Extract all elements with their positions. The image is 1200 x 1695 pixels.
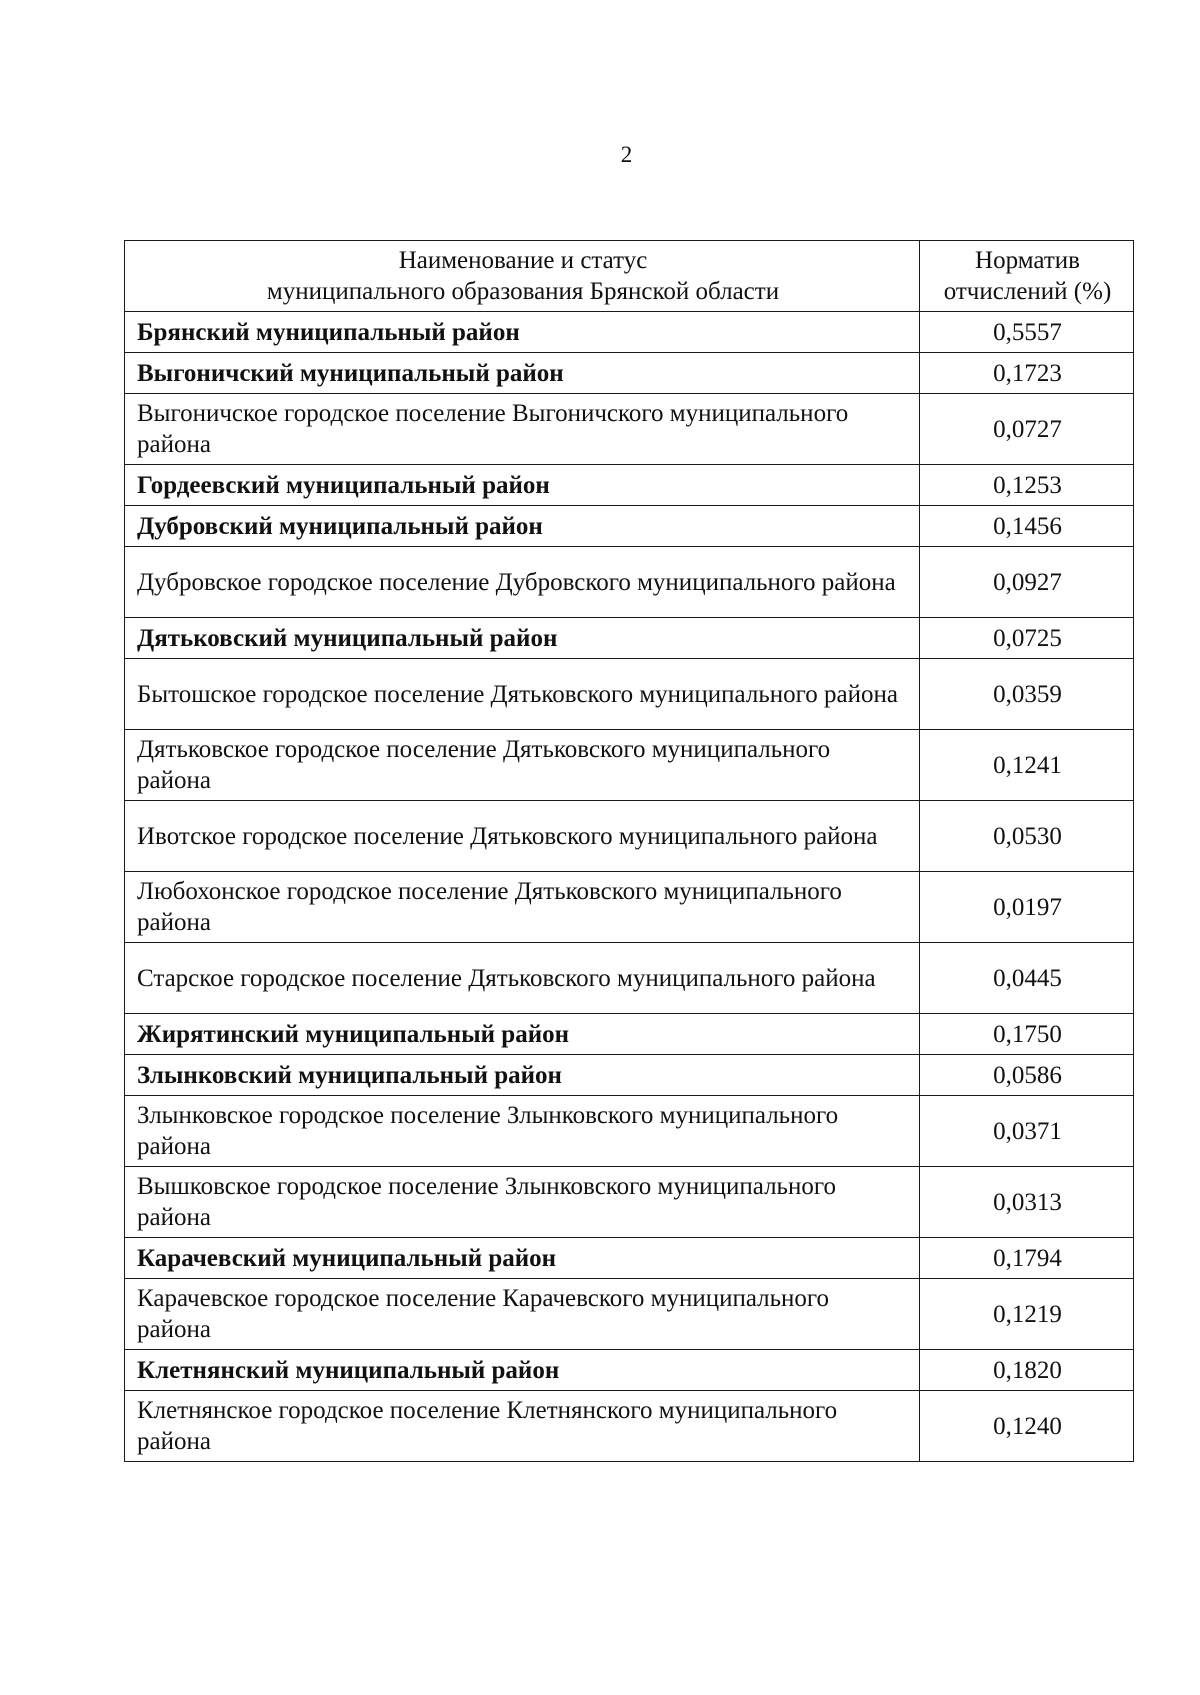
municipality-name-cell: Злынковский муниципальный район [125, 1055, 920, 1096]
deduction-norm-cell: 0,1750 [920, 1014, 1134, 1055]
settlement-row [125, 872, 1134, 943]
municipality-name-cell: Гордеевский муниципальный район [125, 465, 920, 506]
municipality-name-cell: Клетнянский муниципальный район [125, 1350, 920, 1391]
deduction-norm-cell: 0,1820 [920, 1350, 1134, 1391]
settlement-row [125, 659, 1134, 730]
municipality-name-cell: Старское городское поселение Дятьковского муниципального района [125, 943, 920, 1014]
settlement-row [125, 1279, 1134, 1350]
district-row [125, 312, 1134, 353]
municipality-name-cell: Злынковское городское поселение Злынковского муниципального района [125, 1096, 920, 1167]
settlement-row [125, 547, 1134, 618]
district-row [125, 1014, 1134, 1055]
deduction-norm-cell: 0,1241 [920, 730, 1134, 801]
settlement-row [125, 801, 1134, 872]
header-norm-line1: Норматив [975, 247, 1080, 274]
page-number: 2 [620, 142, 633, 167]
deduction-norm-cell: 0,1456 [920, 506, 1134, 547]
district-row [125, 1238, 1134, 1279]
municipality-name-cell: Дубровский муниципальный район [125, 506, 920, 547]
municipality-name-cell: Ивотское городское поселение Дятьковского муниципального района [125, 801, 920, 872]
table-body [125, 312, 1134, 1462]
municipality-name-cell: Дубровское городское поселение Дубровского муниципального района [125, 547, 920, 618]
header-name-line1: Наименование и статус [398, 247, 648, 274]
table-header [125, 241, 1134, 312]
municipality-name-cell: Вышковское городское поселение Злынковского муниципального района [125, 1167, 920, 1238]
deduction-norm-cell: 0,1240 [920, 1391, 1134, 1462]
deduction-norm-cell: 0,0359 [920, 659, 1134, 730]
municipality-name-cell: Карачевское городское поселение Карачевского муниципального района [125, 1279, 920, 1350]
settlement-row [125, 943, 1134, 1014]
header-norm-line2: отчислений (%) [943, 278, 1112, 305]
deduction-norm-cell: 0,0530 [920, 801, 1134, 872]
settlement-row [125, 394, 1134, 465]
deduction-norm-cell: 0,0197 [920, 872, 1134, 943]
deduction-norm-cell: 0,1219 [920, 1279, 1134, 1350]
municipality-name-cell: Бытошское городское поселение Дятьковского муниципального района [125, 659, 920, 730]
deduction-norm-cell: 0,1253 [920, 465, 1134, 506]
district-row [125, 465, 1134, 506]
deduction-norm-cell: 0,5557 [920, 312, 1134, 353]
header-municipality-name [125, 241, 920, 312]
municipality-name-cell: Брянский муниципальный район [125, 312, 920, 353]
municipality-name-cell: Любохонское городское поселение Дятьковского муниципального района [125, 872, 920, 943]
municipality-name-cell: Дятьковский муниципальный район [125, 618, 920, 659]
district-row [125, 1055, 1134, 1096]
municipality-name-cell: Выгоничское городское поселение Выгоничского муниципального района [125, 394, 920, 465]
settlement-row [125, 1391, 1134, 1462]
deduction-norm-cell: 0,1794 [920, 1238, 1134, 1279]
deduction-norm-cell: 0,0313 [920, 1167, 1134, 1238]
municipality-name-cell: Клетнянское городское поселение Клетнянского муниципального района [125, 1391, 920, 1462]
deduction-norm-cell: 0,0927 [920, 547, 1134, 618]
deduction-norm-cell: 0,0586 [920, 1055, 1134, 1096]
district-row [125, 506, 1134, 547]
deduction-norm-cell: 0,0445 [920, 943, 1134, 1014]
district-row [125, 1350, 1134, 1391]
settlement-row [125, 730, 1134, 801]
deduction-norm-cell: 0,0371 [920, 1096, 1134, 1167]
header-row [125, 241, 1134, 312]
deduction-norm-cell: 0,1723 [920, 353, 1134, 394]
deduction-norm-cell: 0,0727 [920, 394, 1134, 465]
district-row [125, 618, 1134, 659]
header-name-line2: муниципального образования Брянской области [266, 278, 780, 305]
settlement-row [125, 1167, 1134, 1238]
settlement-row [125, 1096, 1134, 1167]
municipality-name-cell: Дятьковское городское поселение Дятьковского муниципального района [125, 730, 920, 801]
header-deduction-norm [920, 241, 1134, 312]
municipality-name-cell: Жирятинский муниципальный район [125, 1014, 920, 1055]
deduction-norms-table [124, 240, 1134, 1462]
municipality-name-cell: Выгоничский муниципальный район [125, 353, 920, 394]
municipality-name-cell: Карачевский муниципальный район [125, 1238, 920, 1279]
district-row [125, 353, 1134, 394]
deduction-norm-cell: 0,0725 [920, 618, 1134, 659]
